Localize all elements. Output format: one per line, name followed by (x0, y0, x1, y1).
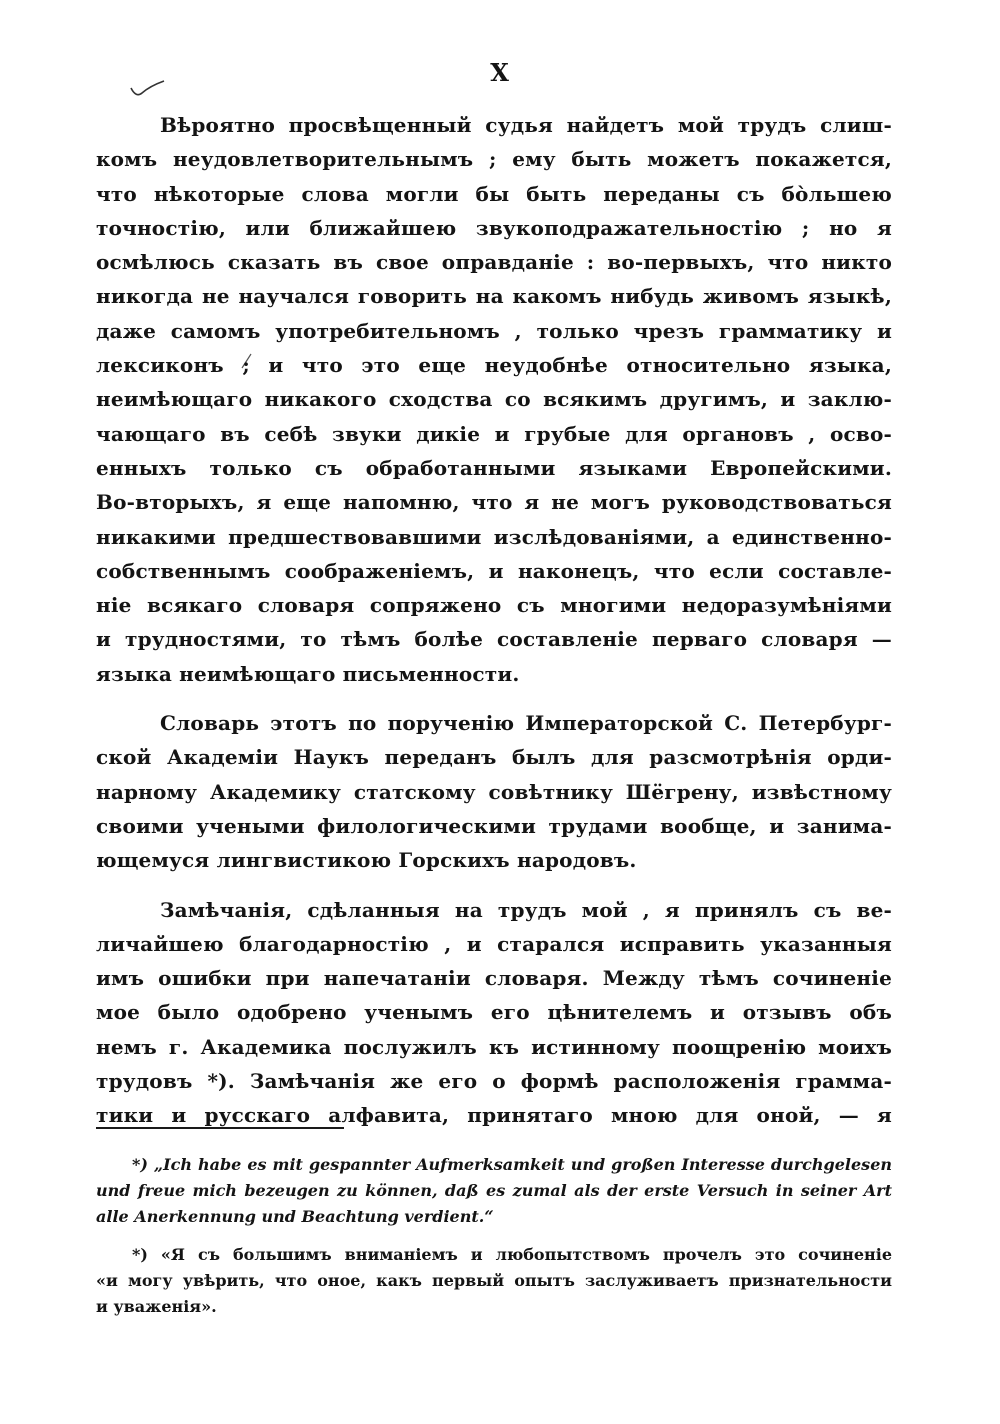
footnotes (96, 1152, 892, 1320)
footnote-line: und freue mich bezeugen zu können, daß es zumal als der erste Versuch in seiner Art (96, 1181, 892, 1200)
text-line: своими учеными филологическими трудами вообще, и занима- (96, 813, 892, 838)
text-line: имъ ошибки при напечатаніи словаря. Между тѣмъ сочиненіе (96, 966, 892, 991)
footnote-russian (96, 1242, 892, 1320)
main-text (96, 108, 892, 1133)
text-line: Замѣчанія, сдѣланныя на трудъ мой , я принялъ съ ве- (160, 897, 892, 922)
text-line: личайшею благодарностію , и старался исправить указанныя (96, 931, 892, 956)
text-line: осмѣлюсь сказать въ свое оправданіе : во-первыхъ, что никто (96, 250, 892, 275)
text-line: даже самомъ употребительномъ , только чрезъ грамматику и (96, 318, 892, 343)
text-line: языка неимѣющаго письменности. (96, 661, 520, 686)
text-line: Словарь этотъ по порученію Императорской С. Петербург- (160, 711, 892, 736)
text-line: трудовъ *). Замѣчанія же его о формѣ расположенія грамма- (96, 1069, 892, 1094)
text-line: ской Академіи Наукъ переданъ былъ для разсмотрѣнія орди- (96, 745, 892, 770)
text-line: что нѣкоторые слова могли бы быть переданы съ бо̀льшею (96, 181, 892, 206)
text-line: и трудностями, то тѣмъ болѣе составленіе перваго словаря — (96, 627, 892, 652)
text-line: лексиконъ ; и что это еще неудобнѣе относительно языка, (96, 353, 892, 378)
paragraph-1 (96, 108, 892, 691)
text-line: неимѣющаго никакого сходства со всякимъ другимъ, и заклю- (96, 387, 892, 412)
text-line: Во-вторыхъ, я еще напомню, что я не могъ руководствоваться (96, 490, 892, 515)
text-line: никогда не научался говорить на какомъ нибудь живомъ языкѣ, (96, 284, 892, 309)
footnote-german (96, 1152, 892, 1230)
text-line: нарному Академику статскому совѣтнику Шёгрену, извѣстному (96, 779, 892, 804)
footnote-line: alle Anerkennung und Beachtung verdient.“ (96, 1207, 494, 1226)
text-line: ющемуся лингвистикою Горскихъ народовъ. (96, 848, 637, 873)
paragraph-2 (96, 706, 892, 877)
footnote-line: и уваженія». (96, 1297, 217, 1316)
text-line: мое было одобрено ученымъ его цѣнителемъ и отзывъ объ (96, 1000, 892, 1025)
paragraph-3 (96, 893, 892, 1133)
footnote-line: *) «Я съ большимъ вниманіемъ и любопытствомъ прочелъ это сочиненіе (132, 1245, 892, 1264)
text-line: Вѣроятно просвѣщенный судья найдетъ мой трудъ слиш- (160, 113, 892, 137)
footnote-line: *) „Ich habe es mit gespannter Aufmerksamkeit und großen Interesse durchgelesen (132, 1155, 892, 1174)
text-line: точностію, или ближайшею звукоподражательностію ; но я (96, 215, 892, 240)
footnote-line: «и могу увѣрить, что оное, какъ первый опытъ заслуживаетъ признательности (96, 1271, 892, 1290)
text-line: чающаго въ себѣ звуки дикіе и грубые для органовъ , осво- (96, 421, 892, 446)
page-number: X (490, 58, 510, 87)
text-line: собственнымъ соображеніемъ, и наконецъ, что если составле- (96, 558, 892, 583)
text-line: немъ г. Академика послужилъ къ истинному поощренію моихъ (96, 1034, 892, 1059)
text-line: ніе всякаго словаря сопряжено съ многими недоразумѣніями (96, 593, 892, 618)
text-line: енныхъ только съ обработанными языками Европейскими. (96, 455, 892, 480)
pencil-checkmark-icon (128, 78, 168, 100)
text-line: комъ неудовлетворительнымъ ; ему быть можетъ покажется, (96, 147, 892, 172)
text-line: тики и русскаго алфавита, принятаго мною для оной, — я (96, 1103, 892, 1128)
footnote-divider (96, 1127, 344, 1129)
text-line: никакими предшествовавшими изслѣдованіями, а единственно- (96, 524, 892, 549)
